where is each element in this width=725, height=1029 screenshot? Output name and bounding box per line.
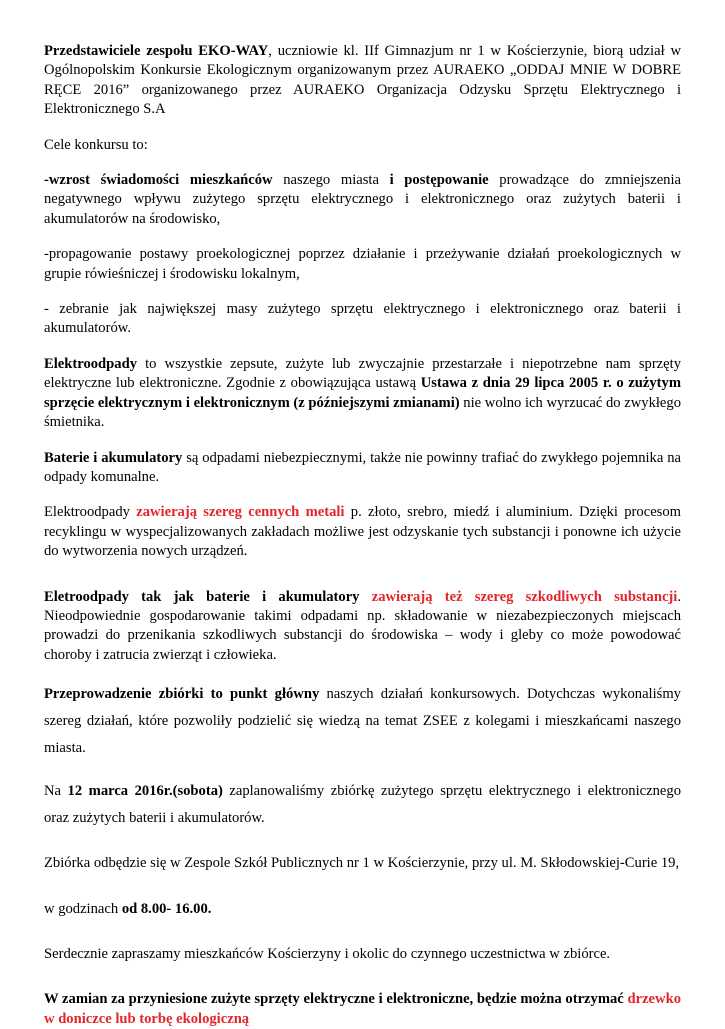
law-reference: Ustawa z dnia 29 lipca 2005 r. o zużytym sprzęcie elektrycznym i elektronicznym (z późniejszymi zmianami) [44, 375, 681, 411]
goal-awareness-bold: -wzrost świadomości mieszkańców [44, 172, 273, 189]
hours-paragraph [44, 900, 681, 919]
harmful-highlight: zawierają też szereg szkodliwych substancji [371, 588, 678, 605]
metals-lead: Elektroodpady [44, 504, 137, 521]
reward-paragraph [44, 990, 681, 1029]
goal-awareness-text-2: prowadzące do zmniejszenia negatywnego wpływu zużytego sprzętu elektrycznego i elektronicznego oraz zużytych baterii i akumulatorów na środowisko, [44, 172, 682, 227]
batteries-text: są odpadami niebezpiecznymi, także nie powinny trafiać do zwykłego pojemnika na odpady komunalne. [44, 449, 681, 485]
goals-heading: Cele konkursu to: [44, 136, 148, 153]
date-paragraph [44, 778, 681, 832]
metals-text: p. złoto, srebro, miedź i aluminium. Dzięki procesom recyklingu w wyspecjalizowanych zakładach możliwe jest odzyskanie tych substancji i ponowne ich użycie do wytworzenia nowych urządzeń. [44, 504, 681, 560]
collection-date: 12 marca 2016r.(sobota) [67, 783, 223, 800]
collection-paragraph [44, 681, 681, 762]
date-text: zaplanowaliśmy zbiórkę zużytego sprzętu elektrycznego i elektronicznego oraz zużytych baterii i akumulatorów. [44, 783, 681, 827]
hours-lead: w godzinach [44, 900, 122, 917]
reward-highlight: drzewko w doniczce lub torbę ekologiczną [44, 991, 681, 1027]
ewaste-text: to wszystkie zepsute, zużyte lub zwyczajnie przestarzałe i niepotrzebne nam sprzęty elektryczne lub elektroniczne. Zgodnie z obowiązująca ustawą [44, 355, 681, 392]
intro-paragraph [44, 42, 681, 120]
goal-awareness-bold-2: i postępowanie [389, 172, 489, 189]
harmful-text: . Nieodpowiednie gospodarowanie takimi odpadami np. składowanie w niezabezpieczonych miejscach prowadzi do przenikania szkodliwych substancji do środowiska – wody i gleby co może powodować choroby i zatrucia zwierząt i człowieka. [44, 588, 681, 663]
collection-text: naszych działań konkursowych. Dotychczas wykonaliśmy szereg działań, które pozwoliły podzielić się wiedzą na temat ZSEE z kolegami i mieszkańcami naszego miasta. [44, 686, 681, 757]
reward-lead: W zamian za przyniesione zużyte sprzęty elektryczne i elektroniczne, będzie można otrzymać [44, 991, 628, 1008]
batteries-paragraph [44, 449, 681, 488]
metals-highlight: zawierają szereg cennych metali [136, 504, 345, 521]
harmful-lead: Eletroodpady tak jak baterie i akumulatory [44, 588, 372, 605]
goal-awareness-text: naszego miasta [272, 172, 390, 189]
invitation-paragraph: Serdecznie zapraszamy mieszkańców Kościerzyny i okolic do czynnego uczestnictwa w zbiórce. [44, 945, 611, 962]
goal-collection: - zebranie jak największej masy zużytego sprzętu elektrycznego i elektronicznego oraz baterii i akumulatorów. [44, 301, 681, 337]
goal-awareness [44, 171, 681, 229]
goal-propagation: -propagowanie postawy proekologicznej poprzez działanie i przeżywanie działań proekologicznych w grupie rówieśniczej i środowisku lokalnym, [44, 246, 681, 282]
ewaste-definition [44, 355, 681, 433]
date-lead: Na [44, 783, 68, 800]
batteries-term: Baterie i akumulatory [44, 449, 183, 466]
harmful-paragraph [44, 588, 681, 666]
team-name: Przedstawiciele zespołu EKO-WAY [44, 43, 269, 59]
collection-lead: Przeprowadzenie zbiórki to punkt główny [44, 686, 320, 703]
ewaste-text-2: nie wolno ich wyrzucać do zwykłego śmietnika. [44, 394, 682, 431]
location-paragraph: Zbiórka odbędzie się w Zespole Szkół Publicznych nr 1 w Kościerzynie, przy ul. M. Skłodowskiej-Curie 19, [44, 855, 680, 872]
collection-hours: od 8.00- 16.00. [121, 900, 212, 917]
intro-text: , uczniowie kl. IIf Gimnazjum nr 1 w Kościerzynie, biorą udział w Ogólnopolskim Konkursie Ekologicznym organizowanym przez AURAEKO „ODDAJ MNIE W DOBRE RĘCE 2016” organizowanego przez AURAEKO Organizacja Odzysku Sprzętu Elektrycznego i Elektronicznego S.A [44, 43, 681, 118]
metals-paragraph [44, 503, 681, 561]
ewaste-term: Elektroodpady [44, 355, 137, 372]
